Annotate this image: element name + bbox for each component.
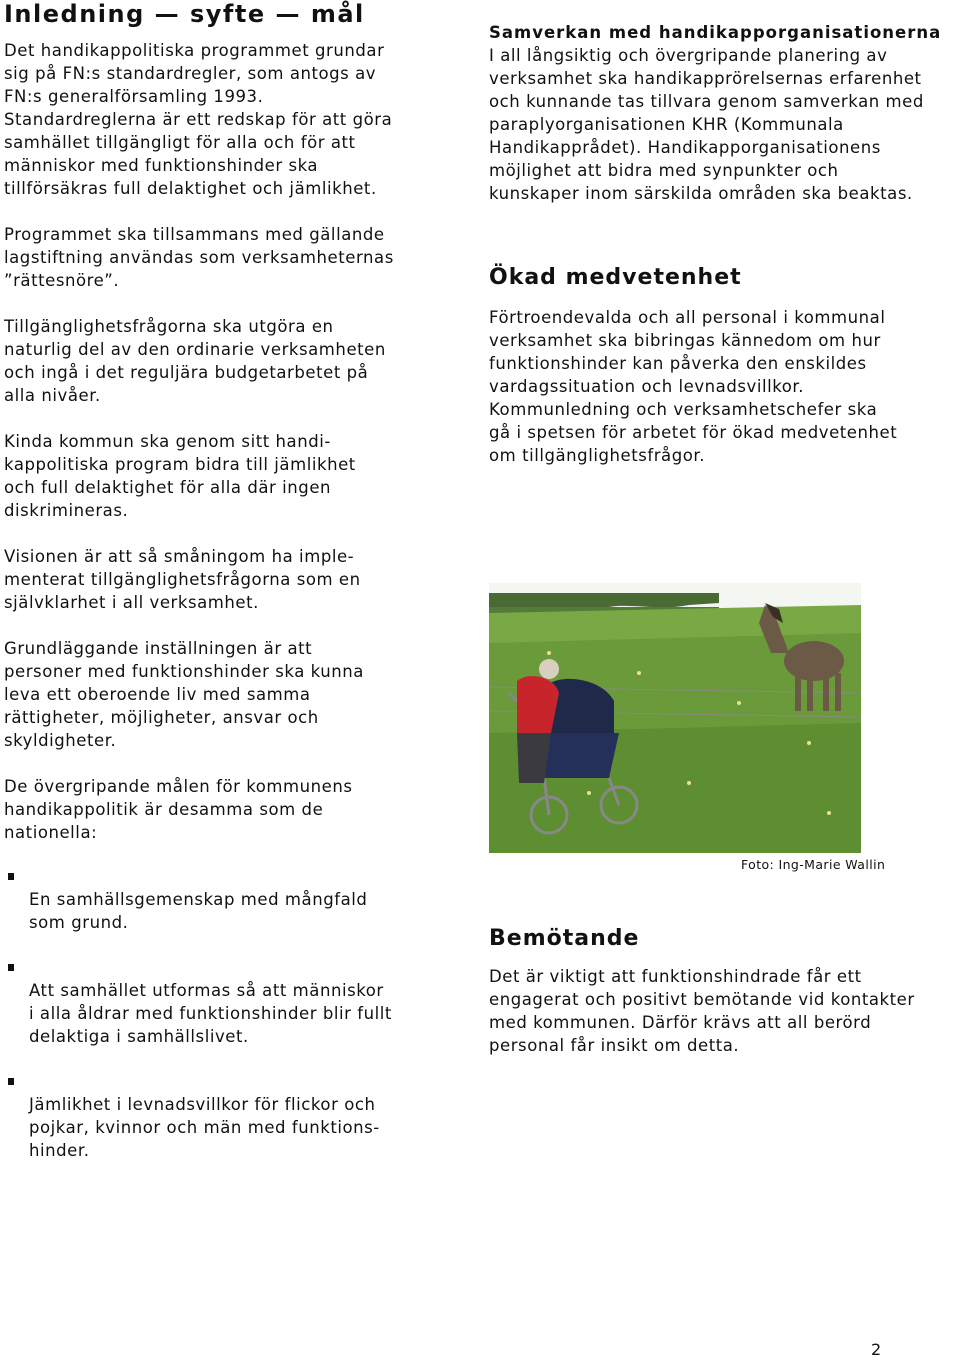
bullet-icon [8, 964, 14, 971]
samverkan-paragraph: I all långsiktig och övergripande planering av verksamhet ska handikapprörelsernas erfarenhet och kunnande tas tillvara genom samverkan med paraplyorganisationen KHR (Kommunala Handikapprådet). Handikapporganisationens möjlighet att bidra med synpunkter och kunskaper inom särskilda områden ska beaktas. [489, 46, 924, 203]
photo-caption: Foto: Ing-Marie Wallin [741, 857, 886, 872]
bemotande-paragraph: Det är viktigt att funktionshindrade får ett engagerat och positivt bemötande vid kontakter med kommunen. Därför krävs att all berörd personal får insikt om detta. [489, 967, 915, 1055]
bullet-icon [8, 873, 14, 880]
list-item [4, 1070, 444, 1162]
medvetenhet-heading: Ökad medvetenhet [489, 265, 742, 290]
visionen-paragraph: Visionen är att så småningom ha imple- menterat tillgänglighetsfrågorna som en självklarhet i all verksamhet. [4, 547, 361, 612]
list-item-text: En samhällsgemenskap med mångfald som grund. [29, 890, 368, 932]
bemotande-heading: Bemötande [489, 926, 640, 951]
samverkan-heading: Samverkan med handikapporganisationerna [489, 23, 942, 42]
photo-illustration [489, 583, 861, 853]
list-item [4, 865, 444, 934]
list-item-text: Jämlikhet i levnadsvillkor för flickor och pojkar, kvinnor och män med funktions- hinder. [29, 1095, 380, 1160]
malen-paragraph: De övergripande målen för kommunens handikappolitik är desamma som de nationella: [4, 777, 353, 842]
kinda-paragraph: Kinda kommun ska genom sitt handi- kappolitiska program bidra till jämlikhet och full delaktighet för alla där ingen diskrimineras. [4, 432, 356, 520]
page-heading: Inledning — syfte — mål [4, 0, 365, 28]
tillganglighet-paragraph: Tillgänglighetsfrågorna ska utgöra en naturlig del av den ordinarie verksamheten och ingå i det reguljära budgetarbetet på alla nivåer. [4, 317, 386, 405]
medvetenhet-paragraph: Förtroendevalda och all personal i kommunal verksamhet ska bibringas kännedom om hur funktionshinder kan påverka den enskildes vardagssituation och levnadsvillkor. Kommunledning och verksamhetschefer ska gå i spetsen för arbetet för ökad medvetenhet om tillgänglighetsfrågor. [489, 308, 898, 465]
grundlaggande-paragraph: Grundläggande inställningen är att personer med funktionshinder ska kunna leva ett oberoende liv med samma rättigheter, möjligheter, ansvar och skyldigheter. [4, 639, 364, 750]
goals-list [4, 865, 444, 1162]
list-item-text: Att samhället utformas så att människor i alla åldrar med funktionshinder blir fullt delaktiga i samhällslivet. [29, 981, 392, 1046]
bullet-icon [8, 1078, 14, 1085]
horse-stroller-photo [489, 583, 861, 853]
intro-paragraph: Det handikappolitiska programmet grundar sig på FN:s standardregler, som antogs av FN:s generalförsamling 1993. Standardreglerna är ett redskap för att göra samhället tillgängligt för alla och för att människor med funktionshinder ska tillförsäkras full delaktighet och jämlikhet. [4, 41, 393, 198]
programmet-paragraph: Programmet ska tillsammans med gällande lagstiftning användas som verksamheternas ”rättesnöre”. [4, 225, 394, 290]
list-item [4, 956, 444, 1048]
page-number: 2 [871, 1340, 882, 1359]
